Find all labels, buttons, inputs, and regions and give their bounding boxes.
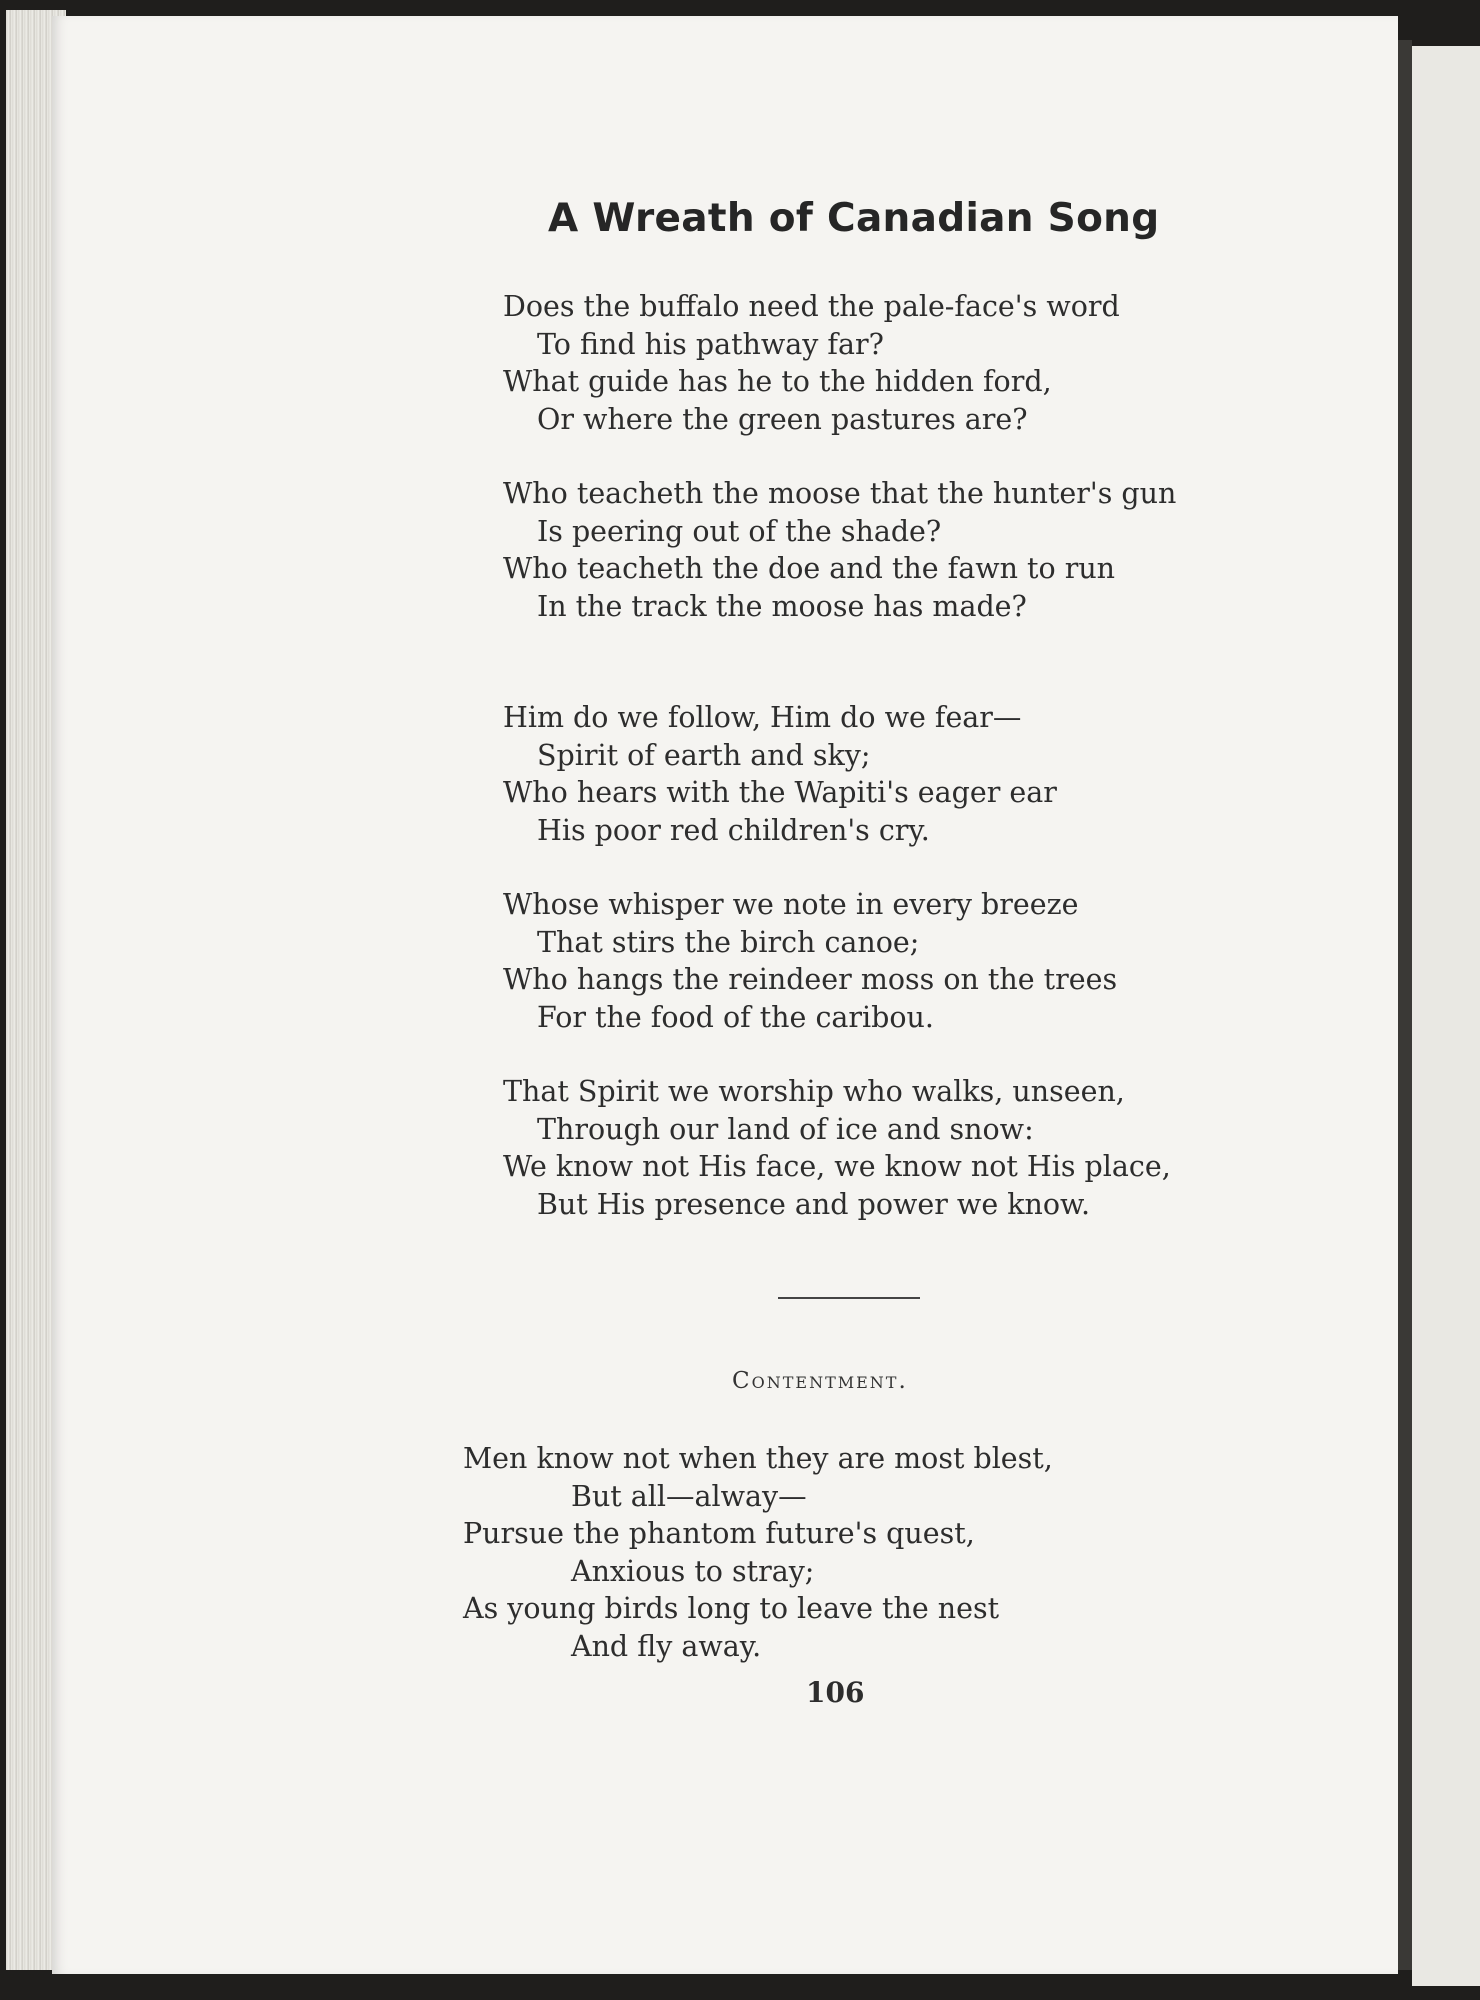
verse-line: Who hangs the reindeer moss on the trees	[503, 963, 1118, 996]
verse-line: That stirs the birch canoe;	[537, 925, 920, 959]
running-head: A Wreath of Canadian Song	[548, 196, 1160, 241]
verse-line: In the track the moose has made?	[537, 589, 1027, 623]
verse-line: Spirit of earth and sky;	[537, 738, 871, 772]
verse-line: Whose whisper we note in every breeze	[503, 888, 1079, 921]
poem-body	[503, 288, 1176, 1260]
verse-line: And fly away.	[571, 1629, 762, 1663]
page-number: 106	[806, 1676, 865, 1709]
stanza-4	[503, 886, 1176, 1036]
verse-line: We know not His face, we know not His place,	[503, 1150, 1171, 1183]
verse-line: Through our land of ice and snow:	[537, 1112, 1034, 1146]
verse-line: That Spirit we worship who walks, unseen,	[503, 1075, 1125, 1108]
verse-line: Who teacheth the doe and the fawn to run	[503, 552, 1116, 585]
stanza-5	[503, 1073, 1176, 1223]
verse-line: Anxious to stray;	[571, 1554, 815, 1588]
verse-line: Men know not when they are most blest,	[463, 1442, 1053, 1475]
stanza-2	[503, 475, 1176, 625]
verse-line: As young birds long to leave the nest	[463, 1592, 1000, 1625]
verse-line: His poor red children's cry.	[537, 813, 930, 847]
verse-line: Who teacheth the moose that the hunter's gun	[503, 477, 1177, 510]
poem-title: Contentment.	[732, 1368, 908, 1394]
binding-edge	[1398, 40, 1412, 1970]
poem-contentment	[463, 1440, 1053, 1665]
verse-line: But His presence and power we know.	[537, 1187, 1091, 1221]
facing-page-sliver	[1412, 46, 1480, 1986]
stanza-3	[503, 699, 1176, 849]
verse-line: Does the buffalo need the pale-face's word	[503, 290, 1120, 323]
section-divider	[778, 1297, 920, 1299]
verse-line: To find his pathway far?	[537, 327, 884, 361]
verse-line: Or where the green pastures are?	[537, 402, 1028, 436]
verse-line: For the food of the caribou.	[537, 1000, 934, 1034]
verse-line: Who hears with the Wapiti's eager ear	[503, 776, 1057, 809]
verse-line: Is peering out of the shade?	[537, 514, 942, 548]
verse-line: Pursue the phantom future's quest,	[463, 1517, 975, 1550]
verse-line: Him do we follow, Him do we fear—	[503, 701, 1022, 734]
verse-line: What guide has he to the hidden ford,	[503, 365, 1052, 398]
verse-line: But all—alway—	[571, 1479, 807, 1513]
stanza-1	[503, 288, 1176, 438]
